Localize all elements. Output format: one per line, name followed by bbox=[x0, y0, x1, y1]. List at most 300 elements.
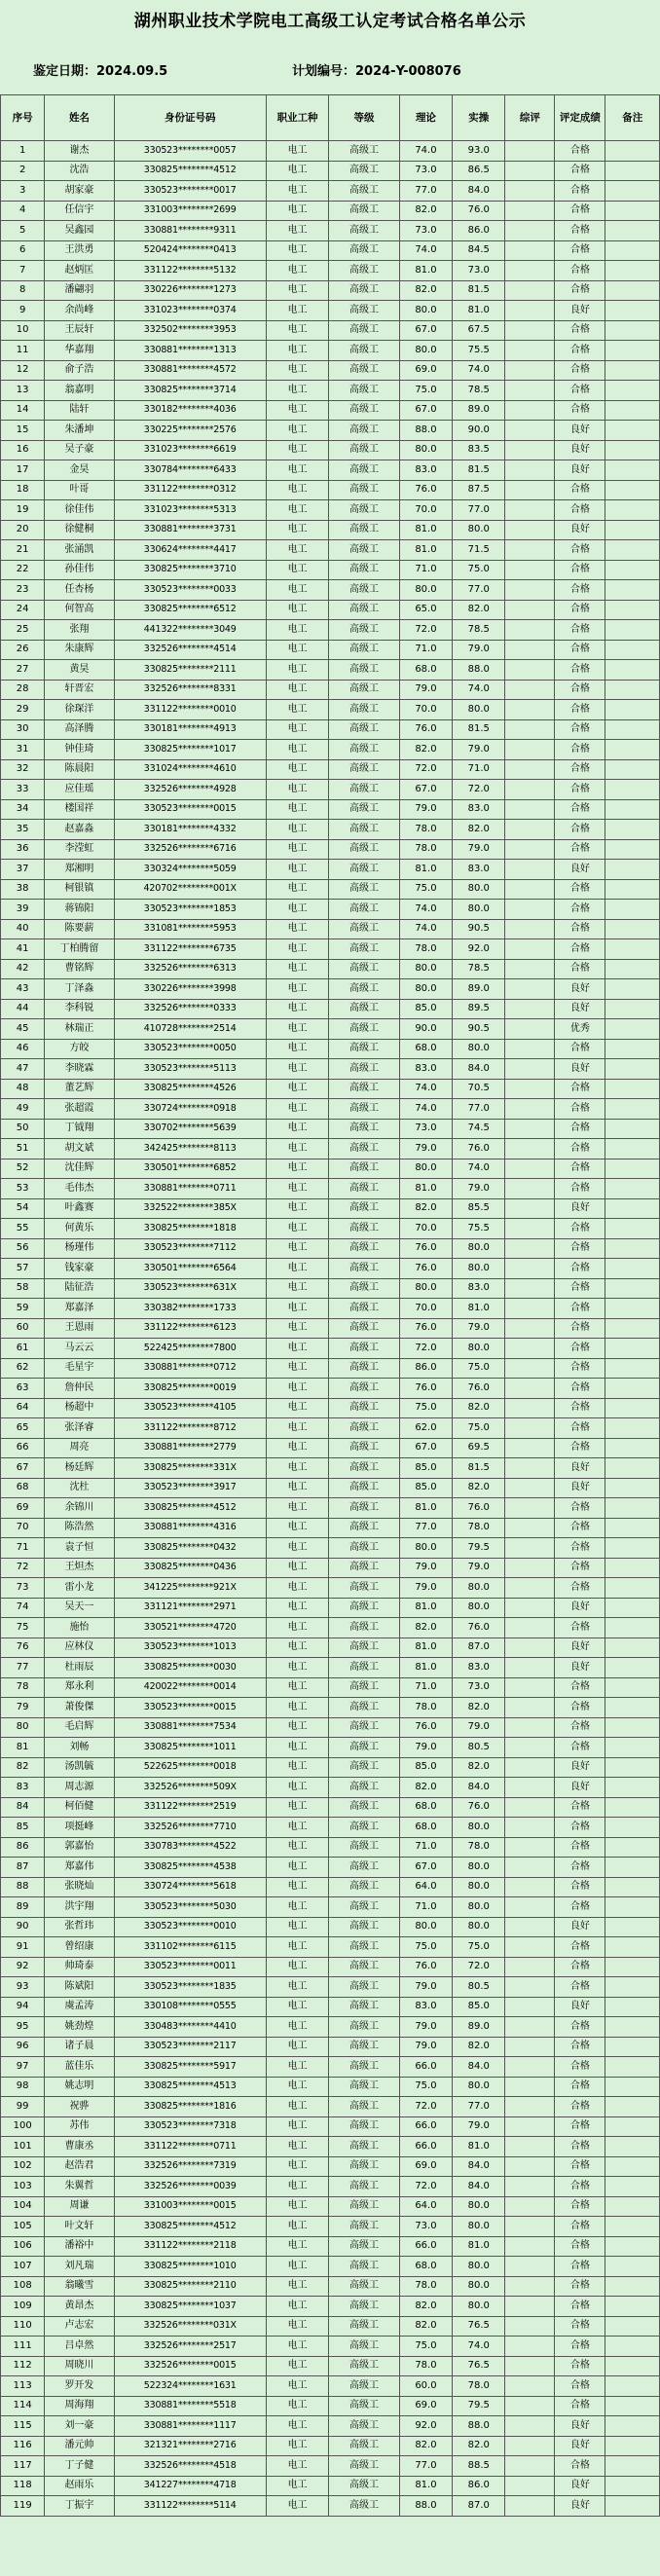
cell-seq: 28 bbox=[1, 680, 45, 700]
cell-remarks bbox=[605, 1278, 660, 1299]
cell-grade: 合格 bbox=[555, 879, 605, 900]
cell-id-number: 330825********4512 bbox=[114, 2217, 266, 2237]
cell-trade: 电工 bbox=[266, 1159, 329, 1179]
cell-theory: 80.0 bbox=[399, 440, 452, 460]
cell-overall bbox=[505, 919, 555, 939]
cell-seq: 100 bbox=[1, 2116, 45, 2137]
cell-overall bbox=[505, 2416, 555, 2437]
cell-id-number: 330881********9311 bbox=[114, 221, 266, 241]
col-header-id: 身份证号码 bbox=[114, 95, 266, 141]
cell-practice: 80.0 bbox=[453, 1339, 505, 1359]
cell-name: 应佳瑶 bbox=[45, 780, 114, 800]
cell-overall bbox=[505, 1318, 555, 1339]
cell-overall bbox=[505, 2257, 555, 2277]
table-row bbox=[1, 381, 660, 401]
cell-seq: 115 bbox=[1, 2416, 45, 2437]
cell-practice: 80.0 bbox=[453, 1917, 505, 1937]
cell-id-number: 330724********0918 bbox=[114, 1099, 266, 1120]
cell-remarks bbox=[605, 520, 660, 540]
cell-id-number: 330382********1733 bbox=[114, 1299, 266, 1319]
cell-id-number: 330523********7112 bbox=[114, 1238, 266, 1259]
cell-remarks bbox=[605, 1019, 660, 1040]
table-row bbox=[1, 839, 660, 860]
cell-remarks bbox=[605, 1079, 660, 1099]
cell-level: 高级工 bbox=[329, 2297, 399, 2317]
cell-level: 高级工 bbox=[329, 900, 399, 920]
table-row bbox=[1, 201, 660, 221]
cell-theory: 76.0 bbox=[399, 1318, 452, 1339]
cell-theory: 79.0 bbox=[399, 2037, 452, 2057]
cell-grade: 合格 bbox=[555, 1578, 605, 1599]
cell-overall bbox=[505, 2037, 555, 2057]
cell-trade: 电工 bbox=[266, 700, 329, 720]
table-row bbox=[1, 460, 660, 481]
cell-practice: 80.0 bbox=[453, 1238, 505, 1259]
cell-grade: 合格 bbox=[555, 600, 605, 620]
table-row bbox=[1, 900, 660, 920]
cell-grade: 合格 bbox=[555, 2396, 605, 2416]
cell-trade: 电工 bbox=[266, 1238, 329, 1259]
cell-practice: 74.0 bbox=[453, 680, 505, 700]
cell-grade: 合格 bbox=[555, 1717, 605, 1738]
table-row bbox=[1, 740, 660, 760]
qualified-list-table bbox=[0, 94, 660, 2517]
cell-theory: 85.0 bbox=[399, 1478, 452, 1498]
table-row bbox=[1, 141, 660, 162]
cell-practice: 79.0 bbox=[453, 2116, 505, 2137]
cell-trade: 电工 bbox=[266, 360, 329, 381]
cell-level: 高级工 bbox=[329, 1219, 399, 1239]
cell-id-number: 332526********2517 bbox=[114, 2337, 266, 2357]
cell-id-number: 330523********2117 bbox=[114, 2037, 266, 2057]
cell-remarks bbox=[605, 680, 660, 700]
cell-seq: 85 bbox=[1, 1818, 45, 1838]
cell-practice: 73.0 bbox=[453, 261, 505, 281]
cell-overall bbox=[505, 560, 555, 580]
cell-grade: 合格 bbox=[555, 1318, 605, 1339]
cell-theory: 76.0 bbox=[399, 480, 452, 500]
cell-seq: 73 bbox=[1, 1578, 45, 1599]
cell-name: 叶哥 bbox=[45, 480, 114, 500]
cell-theory: 67.0 bbox=[399, 1858, 452, 1878]
cell-practice: 80.0 bbox=[453, 1858, 505, 1878]
cell-name: 吴天一 bbox=[45, 1598, 114, 1618]
cell-seq: 10 bbox=[1, 320, 45, 341]
cell-practice: 83.0 bbox=[453, 1278, 505, 1299]
cell-overall bbox=[505, 500, 555, 521]
cell-practice: 80.0 bbox=[453, 2276, 505, 2297]
table-row bbox=[1, 1198, 660, 1219]
cell-overall bbox=[505, 2476, 555, 2496]
cell-overall bbox=[505, 1518, 555, 1538]
cell-level: 高级工 bbox=[329, 1358, 399, 1379]
cell-trade: 电工 bbox=[266, 780, 329, 800]
cell-overall bbox=[505, 2297, 555, 2317]
cell-practice: 90.5 bbox=[453, 919, 505, 939]
cell-level: 高级工 bbox=[329, 1398, 399, 1418]
cell-practice: 82.0 bbox=[453, 600, 505, 620]
cell-grade: 合格 bbox=[555, 820, 605, 840]
cell-id-number: 330825********1011 bbox=[114, 1738, 266, 1758]
cell-practice: 76.0 bbox=[453, 201, 505, 221]
cell-trade: 电工 bbox=[266, 820, 329, 840]
cell-overall bbox=[505, 660, 555, 681]
cell-theory: 68.0 bbox=[399, 660, 452, 681]
cell-level: 高级工 bbox=[329, 1238, 399, 1259]
cell-trade: 电工 bbox=[266, 2236, 329, 2257]
cell-trade: 电工 bbox=[266, 1578, 329, 1599]
cell-grade: 合格 bbox=[555, 141, 605, 162]
cell-name: 何黄乐 bbox=[45, 1219, 114, 1239]
cell-seq: 2 bbox=[1, 161, 45, 181]
cell-grade: 良好 bbox=[555, 860, 605, 880]
cell-practice: 82.0 bbox=[453, 2037, 505, 2057]
cell-practice: 85.5 bbox=[453, 1198, 505, 1219]
table-row bbox=[1, 719, 660, 740]
cell-seq: 14 bbox=[1, 400, 45, 421]
cell-level: 高级工 bbox=[329, 640, 399, 660]
cell-overall bbox=[505, 280, 555, 301]
cell-grade: 合格 bbox=[555, 1797, 605, 1818]
cell-seq: 83 bbox=[1, 1778, 45, 1798]
cell-level: 高级工 bbox=[329, 1159, 399, 1179]
cell-trade: 电工 bbox=[266, 2356, 329, 2376]
cell-id-number: 321321********2716 bbox=[114, 2436, 266, 2456]
cell-seq: 88 bbox=[1, 1877, 45, 1897]
cell-seq: 112 bbox=[1, 2356, 45, 2376]
cell-level: 高级工 bbox=[329, 1478, 399, 1498]
cell-seq: 78 bbox=[1, 1677, 45, 1698]
cell-id-number: 330881********7534 bbox=[114, 1717, 266, 1738]
cell-remarks bbox=[605, 839, 660, 860]
cell-overall bbox=[505, 1398, 555, 1418]
table-row bbox=[1, 1478, 660, 1498]
table-row bbox=[1, 2257, 660, 2277]
cell-remarks bbox=[605, 201, 660, 221]
cell-overall bbox=[505, 1019, 555, 1040]
cell-grade: 合格 bbox=[555, 959, 605, 979]
cell-remarks bbox=[605, 1638, 660, 1658]
cell-trade: 电工 bbox=[266, 2217, 329, 2237]
table-row bbox=[1, 1039, 660, 1059]
cell-name: 沈佳辉 bbox=[45, 1159, 114, 1179]
cell-id-number: 341227********4718 bbox=[114, 2476, 266, 2496]
cell-overall bbox=[505, 620, 555, 641]
cell-theory: 76.0 bbox=[399, 1957, 452, 1977]
cell-level: 高级工 bbox=[329, 2037, 399, 2057]
table-row bbox=[1, 660, 660, 681]
cell-level: 高级工 bbox=[329, 1837, 399, 1858]
cell-id-number: 330825********4513 bbox=[114, 2077, 266, 2097]
cell-remarks bbox=[605, 1159, 660, 1179]
cell-trade: 电工 bbox=[266, 2137, 329, 2157]
cell-id-number: 330108********0555 bbox=[114, 1997, 266, 2017]
cell-grade: 合格 bbox=[555, 500, 605, 521]
cell-id-number: 332526********4928 bbox=[114, 780, 266, 800]
cell-theory: 76.0 bbox=[399, 1238, 452, 1259]
cell-level: 高级工 bbox=[329, 1877, 399, 1897]
cell-name: 张涌凯 bbox=[45, 540, 114, 561]
table-row bbox=[1, 879, 660, 900]
cell-level: 高级工 bbox=[329, 2057, 399, 2078]
cell-name: 方皎 bbox=[45, 1039, 114, 1059]
cell-id-number: 330783********4522 bbox=[114, 1837, 266, 1858]
cell-seq: 104 bbox=[1, 2196, 45, 2217]
cell-trade: 电工 bbox=[266, 1837, 329, 1858]
cell-name: 胡文斌 bbox=[45, 1139, 114, 1159]
cell-trade: 电工 bbox=[266, 161, 329, 181]
cell-theory: 81.0 bbox=[399, 261, 452, 281]
cell-theory: 74.0 bbox=[399, 1079, 452, 1099]
table-row bbox=[1, 680, 660, 700]
cell-grade: 合格 bbox=[555, 201, 605, 221]
cell-id-number: 330881********0712 bbox=[114, 1358, 266, 1379]
cell-trade: 电工 bbox=[266, 1299, 329, 1319]
cell-theory: 73.0 bbox=[399, 221, 452, 241]
cell-name: 毛伟杰 bbox=[45, 1179, 114, 1199]
cell-grade: 合格 bbox=[555, 240, 605, 261]
cell-name: 蓝佳乐 bbox=[45, 2057, 114, 2078]
cell-name: 曾绍康 bbox=[45, 1937, 114, 1958]
cell-overall bbox=[505, 1299, 555, 1319]
cell-remarks bbox=[605, 2257, 660, 2277]
cell-remarks bbox=[605, 1877, 660, 1897]
cell-name: 高泽腾 bbox=[45, 719, 114, 740]
cell-grade: 合格 bbox=[555, 2376, 605, 2397]
cell-level: 高级工 bbox=[329, 320, 399, 341]
cell-practice: 89.0 bbox=[453, 400, 505, 421]
table-row bbox=[1, 2276, 660, 2297]
cell-remarks bbox=[605, 640, 660, 660]
cell-practice: 80.0 bbox=[453, 900, 505, 920]
cell-trade: 电工 bbox=[266, 2057, 329, 2078]
table-row bbox=[1, 1458, 660, 1479]
table-row bbox=[1, 640, 660, 660]
cell-overall bbox=[505, 520, 555, 540]
cell-grade: 合格 bbox=[555, 1358, 605, 1379]
cell-overall bbox=[505, 221, 555, 241]
cell-seq: 15 bbox=[1, 421, 45, 441]
cell-overall bbox=[505, 1558, 555, 1578]
cell-seq: 97 bbox=[1, 2057, 45, 2078]
table-row bbox=[1, 2337, 660, 2357]
cell-overall bbox=[505, 1658, 555, 1678]
cell-id-number: 330881********2779 bbox=[114, 1438, 266, 1458]
cell-overall bbox=[505, 1797, 555, 1818]
cell-trade: 电工 bbox=[266, 1778, 329, 1798]
cell-name: 陆轩 bbox=[45, 400, 114, 421]
table-row bbox=[1, 1238, 660, 1259]
cell-id-number: 330825********4538 bbox=[114, 1858, 266, 1878]
col-header-overall: 综评 bbox=[505, 95, 555, 141]
cell-level: 高级工 bbox=[329, 360, 399, 381]
cell-theory: 85.0 bbox=[399, 1757, 452, 1778]
cell-practice: 81.5 bbox=[453, 460, 505, 481]
cell-overall bbox=[505, 400, 555, 421]
cell-level: 高级工 bbox=[329, 1757, 399, 1778]
cell-theory: 65.0 bbox=[399, 600, 452, 620]
cell-level: 高级工 bbox=[329, 2496, 399, 2517]
cell-id-number: 330825********3710 bbox=[114, 560, 266, 580]
cell-id-number: 332526********0015 bbox=[114, 2356, 266, 2376]
cell-id-number: 331023********6619 bbox=[114, 440, 266, 460]
cell-trade: 电工 bbox=[266, 1099, 329, 1120]
cell-remarks bbox=[605, 2116, 660, 2137]
cell-level: 高级工 bbox=[329, 221, 399, 241]
cell-overall bbox=[505, 1957, 555, 1977]
cell-practice: 76.0 bbox=[453, 1797, 505, 1818]
cell-id-number: 331122********6735 bbox=[114, 939, 266, 960]
table-row bbox=[1, 820, 660, 840]
cell-practice: 78.0 bbox=[453, 1837, 505, 1858]
cell-seq: 77 bbox=[1, 1658, 45, 1678]
cell-theory: 86.0 bbox=[399, 1358, 452, 1379]
cell-id-number: 330825********331X bbox=[114, 1458, 266, 1479]
cell-trade: 电工 bbox=[266, 620, 329, 641]
cell-remarks bbox=[605, 1299, 660, 1319]
cell-remarks bbox=[605, 240, 660, 261]
cell-practice: 82.0 bbox=[453, 1757, 505, 1778]
cell-practice: 79.0 bbox=[453, 839, 505, 860]
cell-practice: 80.0 bbox=[453, 1818, 505, 1838]
cell-id-number: 330825********2110 bbox=[114, 2276, 266, 2297]
cell-id-number: 330825********1037 bbox=[114, 2297, 266, 2317]
cell-trade: 电工 bbox=[266, 221, 329, 241]
cell-practice: 79.0 bbox=[453, 1717, 505, 1738]
table-row bbox=[1, 280, 660, 301]
cell-overall bbox=[505, 799, 555, 820]
table-row bbox=[1, 2456, 660, 2477]
cell-theory: 74.0 bbox=[399, 141, 452, 162]
cell-practice: 81.5 bbox=[453, 280, 505, 301]
cell-seq: 80 bbox=[1, 1717, 45, 1738]
cell-trade: 电工 bbox=[266, 640, 329, 660]
cell-name: 金昊 bbox=[45, 460, 114, 481]
cell-seq: 39 bbox=[1, 900, 45, 920]
cell-remarks bbox=[605, 1618, 660, 1638]
cell-id-number: 332526********509X bbox=[114, 1778, 266, 1798]
cell-name: 施怡 bbox=[45, 1618, 114, 1638]
cell-name: 虞孟涛 bbox=[45, 1997, 114, 2017]
cell-seq: 102 bbox=[1, 2156, 45, 2177]
cell-overall bbox=[505, 2276, 555, 2297]
cell-trade: 电工 bbox=[266, 1198, 329, 1219]
cell-trade: 电工 bbox=[266, 2156, 329, 2177]
cell-seq: 33 bbox=[1, 780, 45, 800]
cell-remarks bbox=[605, 1039, 660, 1059]
cell-remarks bbox=[605, 1778, 660, 1798]
cell-name: 董艺辉 bbox=[45, 1079, 114, 1099]
cell-name: 周晓川 bbox=[45, 2356, 114, 2376]
cell-overall bbox=[505, 879, 555, 900]
table-row bbox=[1, 1917, 660, 1937]
cell-id-number: 330523********0015 bbox=[114, 1698, 266, 1718]
cell-grade: 合格 bbox=[555, 1818, 605, 1838]
cell-id-number: 331122********0010 bbox=[114, 700, 266, 720]
cell-practice: 80.0 bbox=[453, 2257, 505, 2277]
cell-overall bbox=[505, 261, 555, 281]
cell-remarks bbox=[605, 2177, 660, 2197]
cell-trade: 电工 bbox=[266, 1658, 329, 1678]
table-row bbox=[1, 1997, 660, 2017]
cell-grade: 合格 bbox=[555, 181, 605, 202]
cell-grade: 合格 bbox=[555, 1698, 605, 1718]
cell-remarks bbox=[605, 2436, 660, 2456]
cell-grade: 合格 bbox=[555, 540, 605, 561]
cell-trade: 电工 bbox=[266, 520, 329, 540]
cell-practice: 79.5 bbox=[453, 1538, 505, 1559]
cell-seq: 89 bbox=[1, 1897, 45, 1918]
cell-id-number: 330523********0050 bbox=[114, 1039, 266, 1059]
cell-remarks bbox=[605, 400, 660, 421]
cell-practice: 80.0 bbox=[453, 700, 505, 720]
cell-grade: 合格 bbox=[555, 2337, 605, 2357]
cell-overall bbox=[505, 2396, 555, 2416]
cell-id-number: 330881********3731 bbox=[114, 520, 266, 540]
cell-grade: 良好 bbox=[555, 2416, 605, 2437]
cell-seq: 26 bbox=[1, 640, 45, 660]
cell-grade: 良好 bbox=[555, 440, 605, 460]
cell-overall bbox=[505, 1837, 555, 1858]
cell-remarks bbox=[605, 540, 660, 561]
cell-theory: 81.0 bbox=[399, 1498, 452, 1519]
cell-id-number: 332526********6313 bbox=[114, 959, 266, 979]
cell-grade: 合格 bbox=[555, 1179, 605, 1199]
cell-overall bbox=[505, 759, 555, 780]
col-header-name: 姓名 bbox=[45, 95, 114, 141]
cell-overall bbox=[505, 1538, 555, 1559]
cell-grade: 优秀 bbox=[555, 1019, 605, 1040]
cell-seq: 20 bbox=[1, 520, 45, 540]
cell-theory: 79.0 bbox=[399, 1578, 452, 1599]
cell-practice: 86.0 bbox=[453, 2476, 505, 2496]
cell-grade: 合格 bbox=[555, 1238, 605, 1259]
cell-seq: 21 bbox=[1, 540, 45, 561]
cell-seq: 69 bbox=[1, 1498, 45, 1519]
cell-seq: 95 bbox=[1, 2017, 45, 2038]
cell-practice: 79.5 bbox=[453, 2396, 505, 2416]
cell-trade: 电工 bbox=[266, 400, 329, 421]
cell-theory: 75.0 bbox=[399, 381, 452, 401]
table-row bbox=[1, 2496, 660, 2517]
cell-seq: 74 bbox=[1, 1598, 45, 1618]
cell-theory: 80.0 bbox=[399, 1278, 452, 1299]
cell-remarks bbox=[605, 1578, 660, 1599]
cell-overall bbox=[505, 2116, 555, 2137]
cell-practice: 87.5 bbox=[453, 480, 505, 500]
cell-id-number: 330825********5917 bbox=[114, 2057, 266, 2078]
cell-id-number: 330523********1013 bbox=[114, 1638, 266, 1658]
cell-id-number: 330825********4512 bbox=[114, 1498, 266, 1519]
cell-name: 毛启辉 bbox=[45, 1717, 114, 1738]
cell-name: 任信宇 bbox=[45, 201, 114, 221]
cell-remarks bbox=[605, 1717, 660, 1738]
cell-name: 刘畅 bbox=[45, 1738, 114, 1758]
cell-grade: 合格 bbox=[555, 1079, 605, 1099]
table-row bbox=[1, 1259, 660, 1279]
cell-remarks bbox=[605, 900, 660, 920]
cell-seq: 17 bbox=[1, 460, 45, 481]
cell-theory: 80.0 bbox=[399, 1159, 452, 1179]
cell-id-number: 420022********0014 bbox=[114, 1677, 266, 1698]
cell-level: 高级工 bbox=[329, 540, 399, 561]
cell-theory: 75.0 bbox=[399, 1398, 452, 1418]
cell-grade: 合格 bbox=[555, 2316, 605, 2337]
cell-overall bbox=[505, 2376, 555, 2397]
table-row bbox=[1, 240, 660, 261]
cell-id-number: 330523********1835 bbox=[114, 1977, 266, 1998]
cell-theory: 83.0 bbox=[399, 460, 452, 481]
